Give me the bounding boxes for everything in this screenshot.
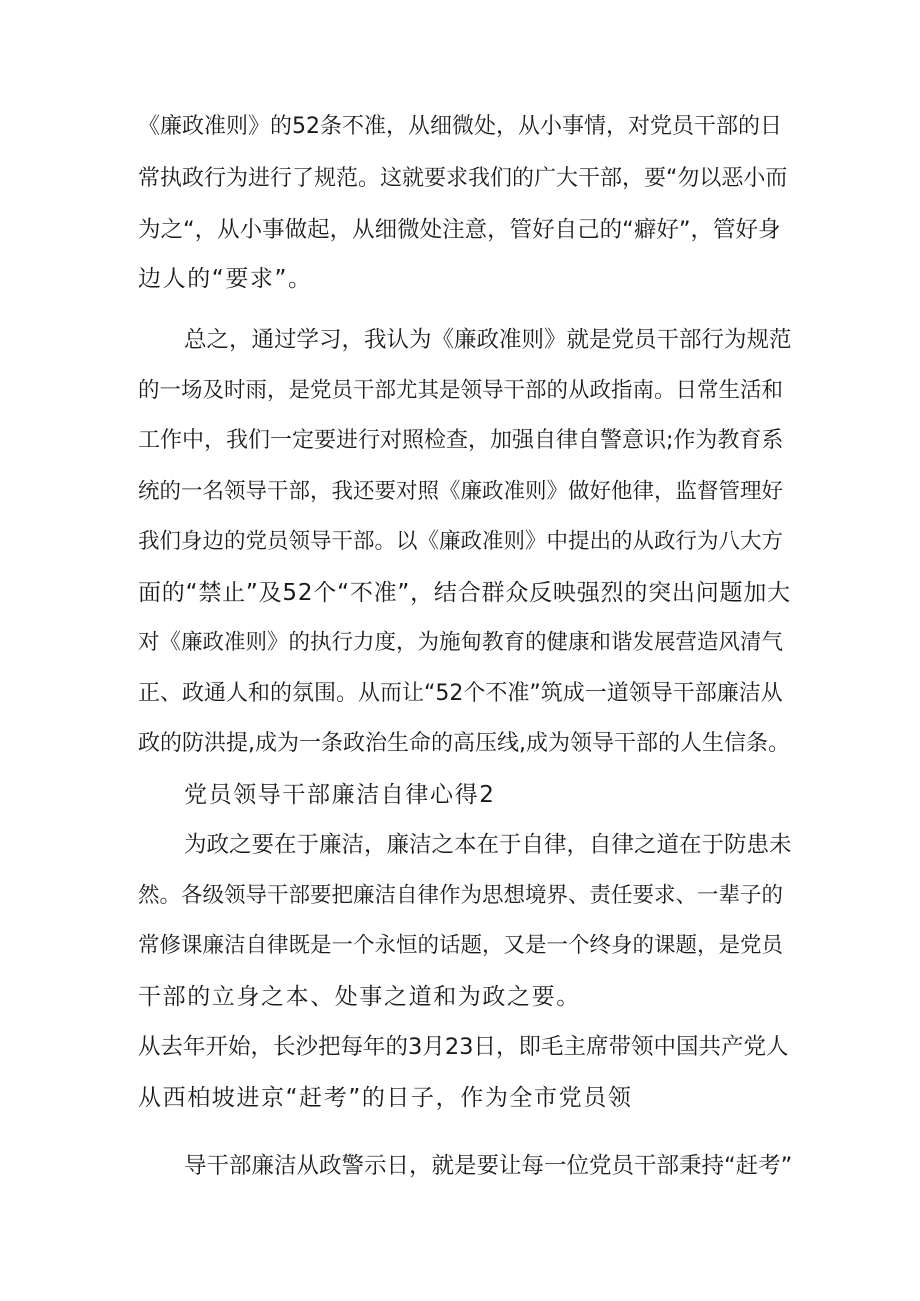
paragraph-2-line-7: 对《廉政准则》的执行力度，为施甸教育的健康和谐发展营造风清气 [138, 630, 784, 655]
paragraph-3-line-2: 然。各级领导干部要把廉洁自律作为思想境界、责任要求、一辈子的 [138, 883, 784, 908]
paragraph-2-line-1: 总之，通过学习，我认为《廉政准则》就是党员干部行为规范 [184, 327, 792, 353]
paragraph-2-line-6: 面的“禁止”及52个“不准”，结合群众反映强烈的突出问题加大 [138, 580, 791, 606]
paragraph-1-line-3: 为之“，从小事做起，从细微处注意，管好自己的“癖好”，管好身 [138, 217, 781, 243]
paragraph-4-line-2: 从西柏坡进京“赶考”的日子，作为全市党员领 [138, 1085, 633, 1111]
paragraph-1-line-2: 常执政行为进行了规范。这就要求我们的广大干部，要“勿以恶小而 [138, 166, 788, 191]
paragraph-3-line-3: 常修课廉洁自律既是一个永恒的话题，又是一个终身的课题，是党员 [138, 933, 784, 958]
paragraph-2-line-3: 工作中，我们一定要进行对照检查，加强自律自警意识;作为教育系 [138, 428, 784, 453]
paragraph-4-line-1: 从去年开始，长沙把每年的3月23日，即毛主席带领中国共产党人 [138, 1034, 789, 1060]
paragraph-5-line-1: 导干部廉洁从政警示日，就是要让每一位党员干部秉持“赶考” [184, 1153, 793, 1179]
paragraph-2-line-4: 统的一名领导干部，我还要对照《廉政准则》做好他律，监督管理好 [138, 479, 784, 504]
paragraph-2-line-8: 正、政通人和的氛围。从而让“52个不准”筑成一道领导干部廉洁从 [138, 681, 783, 706]
section-heading: 党员领导干部廉洁自律心得2 [184, 782, 496, 808]
paragraph-3-line-4: 干部的立身之本、处事之道和为政之要。 [138, 984, 581, 1010]
paragraph-2-line-9: 政的防洪提,成为一条政治生命的高压线,成为领导干部的人生信条。 [138, 731, 790, 756]
paragraph-1-line-4: 边人的“要求”。 [138, 266, 313, 292]
paragraph-3-line-1: 为政之要在于廉洁，廉洁之本在于自律，自律之道在于防患未 [184, 832, 792, 858]
paragraph-2-line-5: 我们身边的党员领导干部。以《廉政准则》中提出的从政行为八大方 [138, 529, 784, 554]
paragraph-2-line-2: 的一场及时雨，是党员干部尤其是领导干部的从政指南。日常生活和 [138, 378, 784, 403]
paragraph-1-line-1: 《廉政准则》的52条不准，从细微处，从小事情，对党员干部的日 [138, 114, 782, 139]
